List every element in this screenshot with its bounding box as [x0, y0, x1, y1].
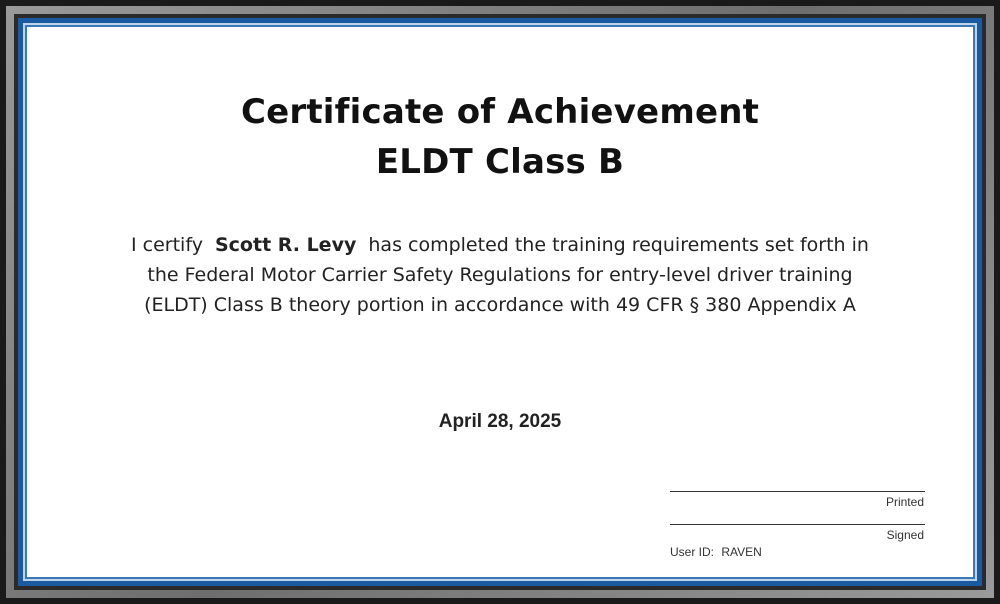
certificate-date: April 28, 2025 [438, 411, 562, 432]
certificate-subtitle: ELDT Class B [375, 142, 625, 182]
signature-line [670, 524, 925, 525]
certification-statement [130, 230, 870, 320]
printed-label: Printed [885, 495, 924, 509]
signed-label: Signed [886, 528, 924, 542]
recipient-name: Scott R. Levy [214, 234, 357, 256]
statement-body: has completed the training requirements set forth in the Federal Motor Carrier Safety Regulations for entry-level driver training (ELDT) Class B theory portion in accordance with 49 CFR § 380 Appendix A [144, 234, 869, 316]
statement-prefix: I certify [131, 234, 203, 256]
certificate-title: Certificate of Achievement [240, 92, 760, 132]
user-id [670, 545, 762, 559]
user-id-value: RAVEN [721, 545, 762, 559]
printed-name-line [670, 491, 925, 492]
user-id-label: User ID: [670, 545, 715, 559]
